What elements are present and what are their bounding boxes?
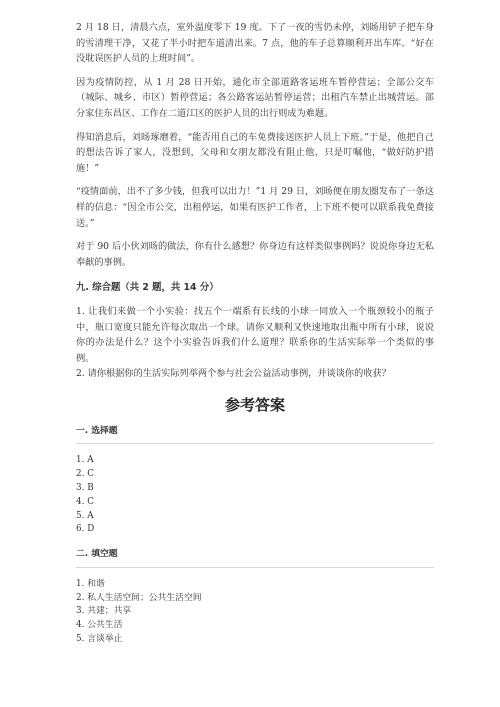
list-item: 3. B [76,483,94,494]
passage-paragraph-3: 得知消息后，刘旸琢磨着，“能否用自己的车免费接送医护人员上下班。”于是，他把自己的想法告诉了家人，没想到，父母和女朋友都没有阻止他，只是叮嘱他，“做好防护措施！” [76,131,434,174]
answers-title: 参考答案 [224,395,285,414]
list-item: 5. 言谈举止 [76,634,123,645]
document-page [76,20,434,657]
list-item: 4. C [76,496,94,507]
section-9-title: 九. 综合题（共 2 题，共 14 分） [76,282,219,294]
list-item: 3. 共建；共享 [76,606,132,617]
list-item: 2. C [76,469,94,480]
list-item: 4. 公共生活 [76,620,123,631]
passage-paragraph-2: 因为疫情防控，从 1 月 28 日开始，通化市全部道路客运班车暂停营运；全部公交车（城际、城乡、市区）暂停营运；各公路客运站暂停运营；出租汽车禁止出城营运。部分家住东昌区、工作在二道江区的医护人员的出行则成为难题。 [76,76,434,119]
choice-answer-list [76,454,434,537]
divider [76,567,434,568]
section-9-question-1: 1. 让我们来做一个小实验：找五个一端系有长线的小球一同放入一个瓶颈较小的瓶子中，瓶口宽度只能允许每次取出一个球。请你又顺利又快速地取出瓶中所有小球，说说你的办法是什么？这个小实验告诉我们什么道理？联系你的生活实际举一个类似的事例。 [76,305,434,364]
list-item: 2. 私人生活空间；公共生活空间 [76,592,202,603]
list-item: 6. D [76,524,95,535]
choice-section-title: 一. 选择题 [76,425,118,436]
list-item: 1. A [76,455,94,466]
list-item: 1. 和谐 [76,578,105,589]
passage-paragraph-1: 2 月 18 日，清晨六点，室外温度零下 19 度。下了一夜的雪仍未停，刘旸用铲子把车身的雪清理干净，又花了半小时把车道清出来。7 点，他的车子总算顺利开出车库。“好在没耽误医护人员的上班时间”。 [76,22,434,65]
fill-answer-list [76,578,434,647]
section-9-question-2: 2. 请你根据你的生活实际列举两个参与社会公益活动事例，并谈谈你的收获？ [76,368,391,380]
passage-question: 对于 90 后小伙刘旸的做法，你有什么感想？你身边有这样类似事例吗？说说你身边无私奉献的事例。 [76,241,434,268]
passage-paragraph-4: “疫情面前，出不了多少钱，但我可以出力！”1 月 29 日，刘旸便在朋友圈发布了一条这样的信息：“因全市公交，出租停运，如果有医护工作者，上下班不便可以联系我免费接送。” [76,186,434,229]
fill-section-title: 二. 填空题 [76,549,118,560]
list-item: 5. A [76,510,94,521]
divider [76,443,434,444]
